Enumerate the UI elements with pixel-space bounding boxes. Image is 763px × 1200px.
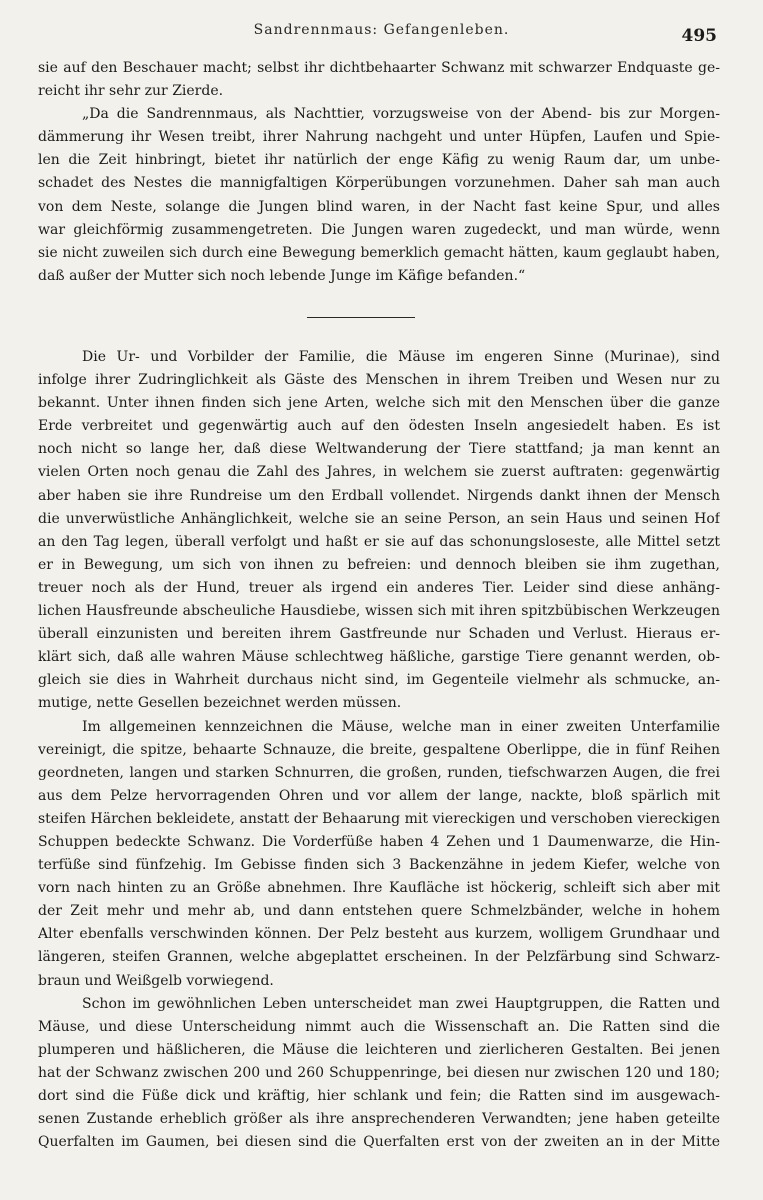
- text-line: infolge ihrer Zudringlichkeit als Gäste des Menschen in ihrem Treiben und Wesen nur zu: [38, 372, 720, 389]
- page-number: 495: [681, 26, 717, 46]
- text-line: aus dem Pelze hervorragenden Ohren und vor allem der lange, nackte, bloß spärlich mit: [38, 787, 720, 804]
- text-line: überall einzunisten und bereiten ihrem Gastfreunde nur Schaden und Verlust. Hieraus er-: [38, 626, 720, 643]
- text-line: von dem Neste, solange die Jungen blind waren, in der Nacht fast keine Spur, und alles: [38, 198, 720, 215]
- text-line: senen Zustande erheblich größer als ihre ansprechenderen Verwandten; jene haben geteilte: [38, 1111, 720, 1128]
- text-line: war gleichförmig zusammengetreten. Die Jungen waren zugedeckt, und man würde, wenn: [38, 221, 720, 238]
- quote-section: [38, 57, 720, 288]
- text-line: reicht ihr sehr zur Zierde.: [38, 83, 224, 100]
- text-line: noch nicht so lange her, daß diese Weltwanderung der Tiere stattfand; ja man kennt an: [38, 441, 720, 458]
- text-line: mutige, nette Gesellen bezeichnet werden müssen.: [38, 695, 402, 712]
- text-line: aber haben sie ihre Rundreise um den Erdball vollendet. Nirgends dankt ihnen der Mensch: [38, 487, 720, 504]
- text-line: hat der Schwanz zwischen 200 und 260 Schuppenringe, bei diesen nur zwischen 120 und 180;: [38, 1064, 720, 1081]
- text-line: Die Ur- und Vorbilder der Familie, die Mäuse im engeren Sinne (Murinae), sind: [82, 349, 720, 365]
- main-section: [38, 346, 720, 1154]
- text-line: terfüße sind fünfzehig. Im Gebisse finden sich 3 Backenzähne in jedem Kiefer, welche von: [38, 857, 720, 874]
- text-line: Schon im gewöhnlichen Leben unterscheidet man zwei Hauptgruppen, die Ratten und: [82, 995, 720, 1012]
- text-line: len die Zeit hinbringt, bietet ihr natürlich der enge Käfig zu wenig Raum dar, um unbe-: [38, 152, 720, 169]
- text-line: er in Bewegung, um sich von ihnen zu befreien: und dennoch bleiben sie ihm zugethan,: [38, 556, 720, 573]
- text-line: plumperen und häßlicheren, die Mäuse die leichteren und zierlicheren Gestalten. Bei jenen: [38, 1041, 720, 1058]
- text-line: treuer noch als der Hund, treuer als irgend ein anderes Tier. Leider sind diese anhäng-: [38, 579, 720, 596]
- text-line: vereinigt, die spitze, behaarte Schnauze, die breite, gespaltene Oberlippe, die in fünf Reihen: [38, 741, 720, 758]
- text-line: vielen Orten noch genau die Zahl des Jahres, in welchem sie zuerst auftraten: gegenwärtig: [38, 464, 720, 481]
- section-divider: [307, 317, 415, 318]
- text-line: gleich sie dies in Wahrheit durchaus nicht sind, im Gegenteile vielmehr als schmucke, an-: [38, 672, 720, 689]
- text-line: geordneten, langen und starken Schnurren, die großen, runden, tiefschwarzen Augen, die frei: [38, 764, 720, 781]
- text-line: Erde verbreitet und gegenwärtig auch auf den ödesten Inseln angesiedelt haben. Es ist: [38, 418, 720, 435]
- text-line: Querfalten im Gaumen, bei diesen sind die Querfalten erst von der zweiten an in der Mitte: [38, 1134, 720, 1151]
- text-line: lichen Hausfreunde abscheuliche Hausdiebe, wissen sich mit ihren spitzbübischen Werkzeugen: [38, 603, 720, 620]
- text-line: Alter ebenfalls verschwinden können. Der Pelz besteht aus kurzem, wolligem Grundhaar und: [38, 926, 720, 943]
- text-line: vorn nach hinten zu an Größe abnehmen. Ihre Kaufläche ist höckerig, schleift sich aber mit: [38, 880, 720, 897]
- text-line: sie auf den Beschauer macht; selbst ihr dichtbehaarter Schwanz mit schwarzer Endquaste ge-: [38, 60, 720, 76]
- text-line: braun und Weißgelb vorwiegend.: [38, 972, 274, 989]
- text-line: längeren, steifen Grannen, welche abgeplattet erscheinen. In der Pelzfärbung sind Schwarz-: [38, 949, 720, 966]
- running-head: Sandrennmaus: Gefangenleben.: [253, 22, 510, 38]
- text-line: Mäuse, und diese Unterscheidung nimmt auch die Wissenschaft an. Die Ratten sind die: [38, 1018, 720, 1035]
- text-line: an den Tag legen, überall verfolgt und haßt er sie auf das schonungsloseste, alle Mittel setzt: [38, 533, 720, 550]
- text-line: bekannt. Unter ihnen finden sich jene Arten, welche sich mit den Menschen über die ganze: [38, 395, 720, 412]
- text-line: Im allgemeinen kennzeichnen die Mäuse, welche man in einer zweiten Unterfamilie: [82, 718, 720, 735]
- text-line: dort sind die Füße dick und kräftig, hier schlank und fein; die Ratten sind im ausgewach-: [38, 1088, 720, 1104]
- text-line: der Zeit mehr und mehr ab, und dann entstehen quere Schmelzbänder, welche in hohem: [38, 903, 720, 920]
- text-line: Schuppen bedeckte Schwanz. Die Vorderfüße haben 4 Zehen und 1 Daumenwarze, die Hin-: [38, 833, 720, 850]
- text-line: steifen Härchen bekleidete, anstatt der Behaarung mit viereckigen und verschoben viereckigen: [38, 810, 720, 827]
- text-line: „Da die Sandrennmaus, als Nachttier, vorzugsweise von der Abend- bis zur Morgen-: [82, 106, 720, 123]
- text-line: dämmerung ihr Wesen treibt, ihrer Nahrung nachgeht und unter Hüpfen, Laufen und Spie-: [38, 129, 720, 146]
- text-line: schadet des Nestes die mannigfaltigen Körperübungen vorzunehmen. Daher sah man auch: [38, 175, 720, 192]
- text-line: klärt sich, daß alle wahren Mäuse schlechtweg häßliche, garstige Tiere genannt werden, ob-: [38, 649, 720, 666]
- text-line: die unverwüstliche Anhänglichkeit, welche sie an seine Person, an sein Haus und seinen Hof: [38, 510, 720, 527]
- text-line: sie nicht zuweilen sich durch eine Bewegung bemerklich gemacht hätten, kaum geglaubt haben,: [38, 244, 720, 261]
- text-line: daß außer der Mutter sich noch lebende Junge im Käfige befanden.“: [38, 267, 526, 284]
